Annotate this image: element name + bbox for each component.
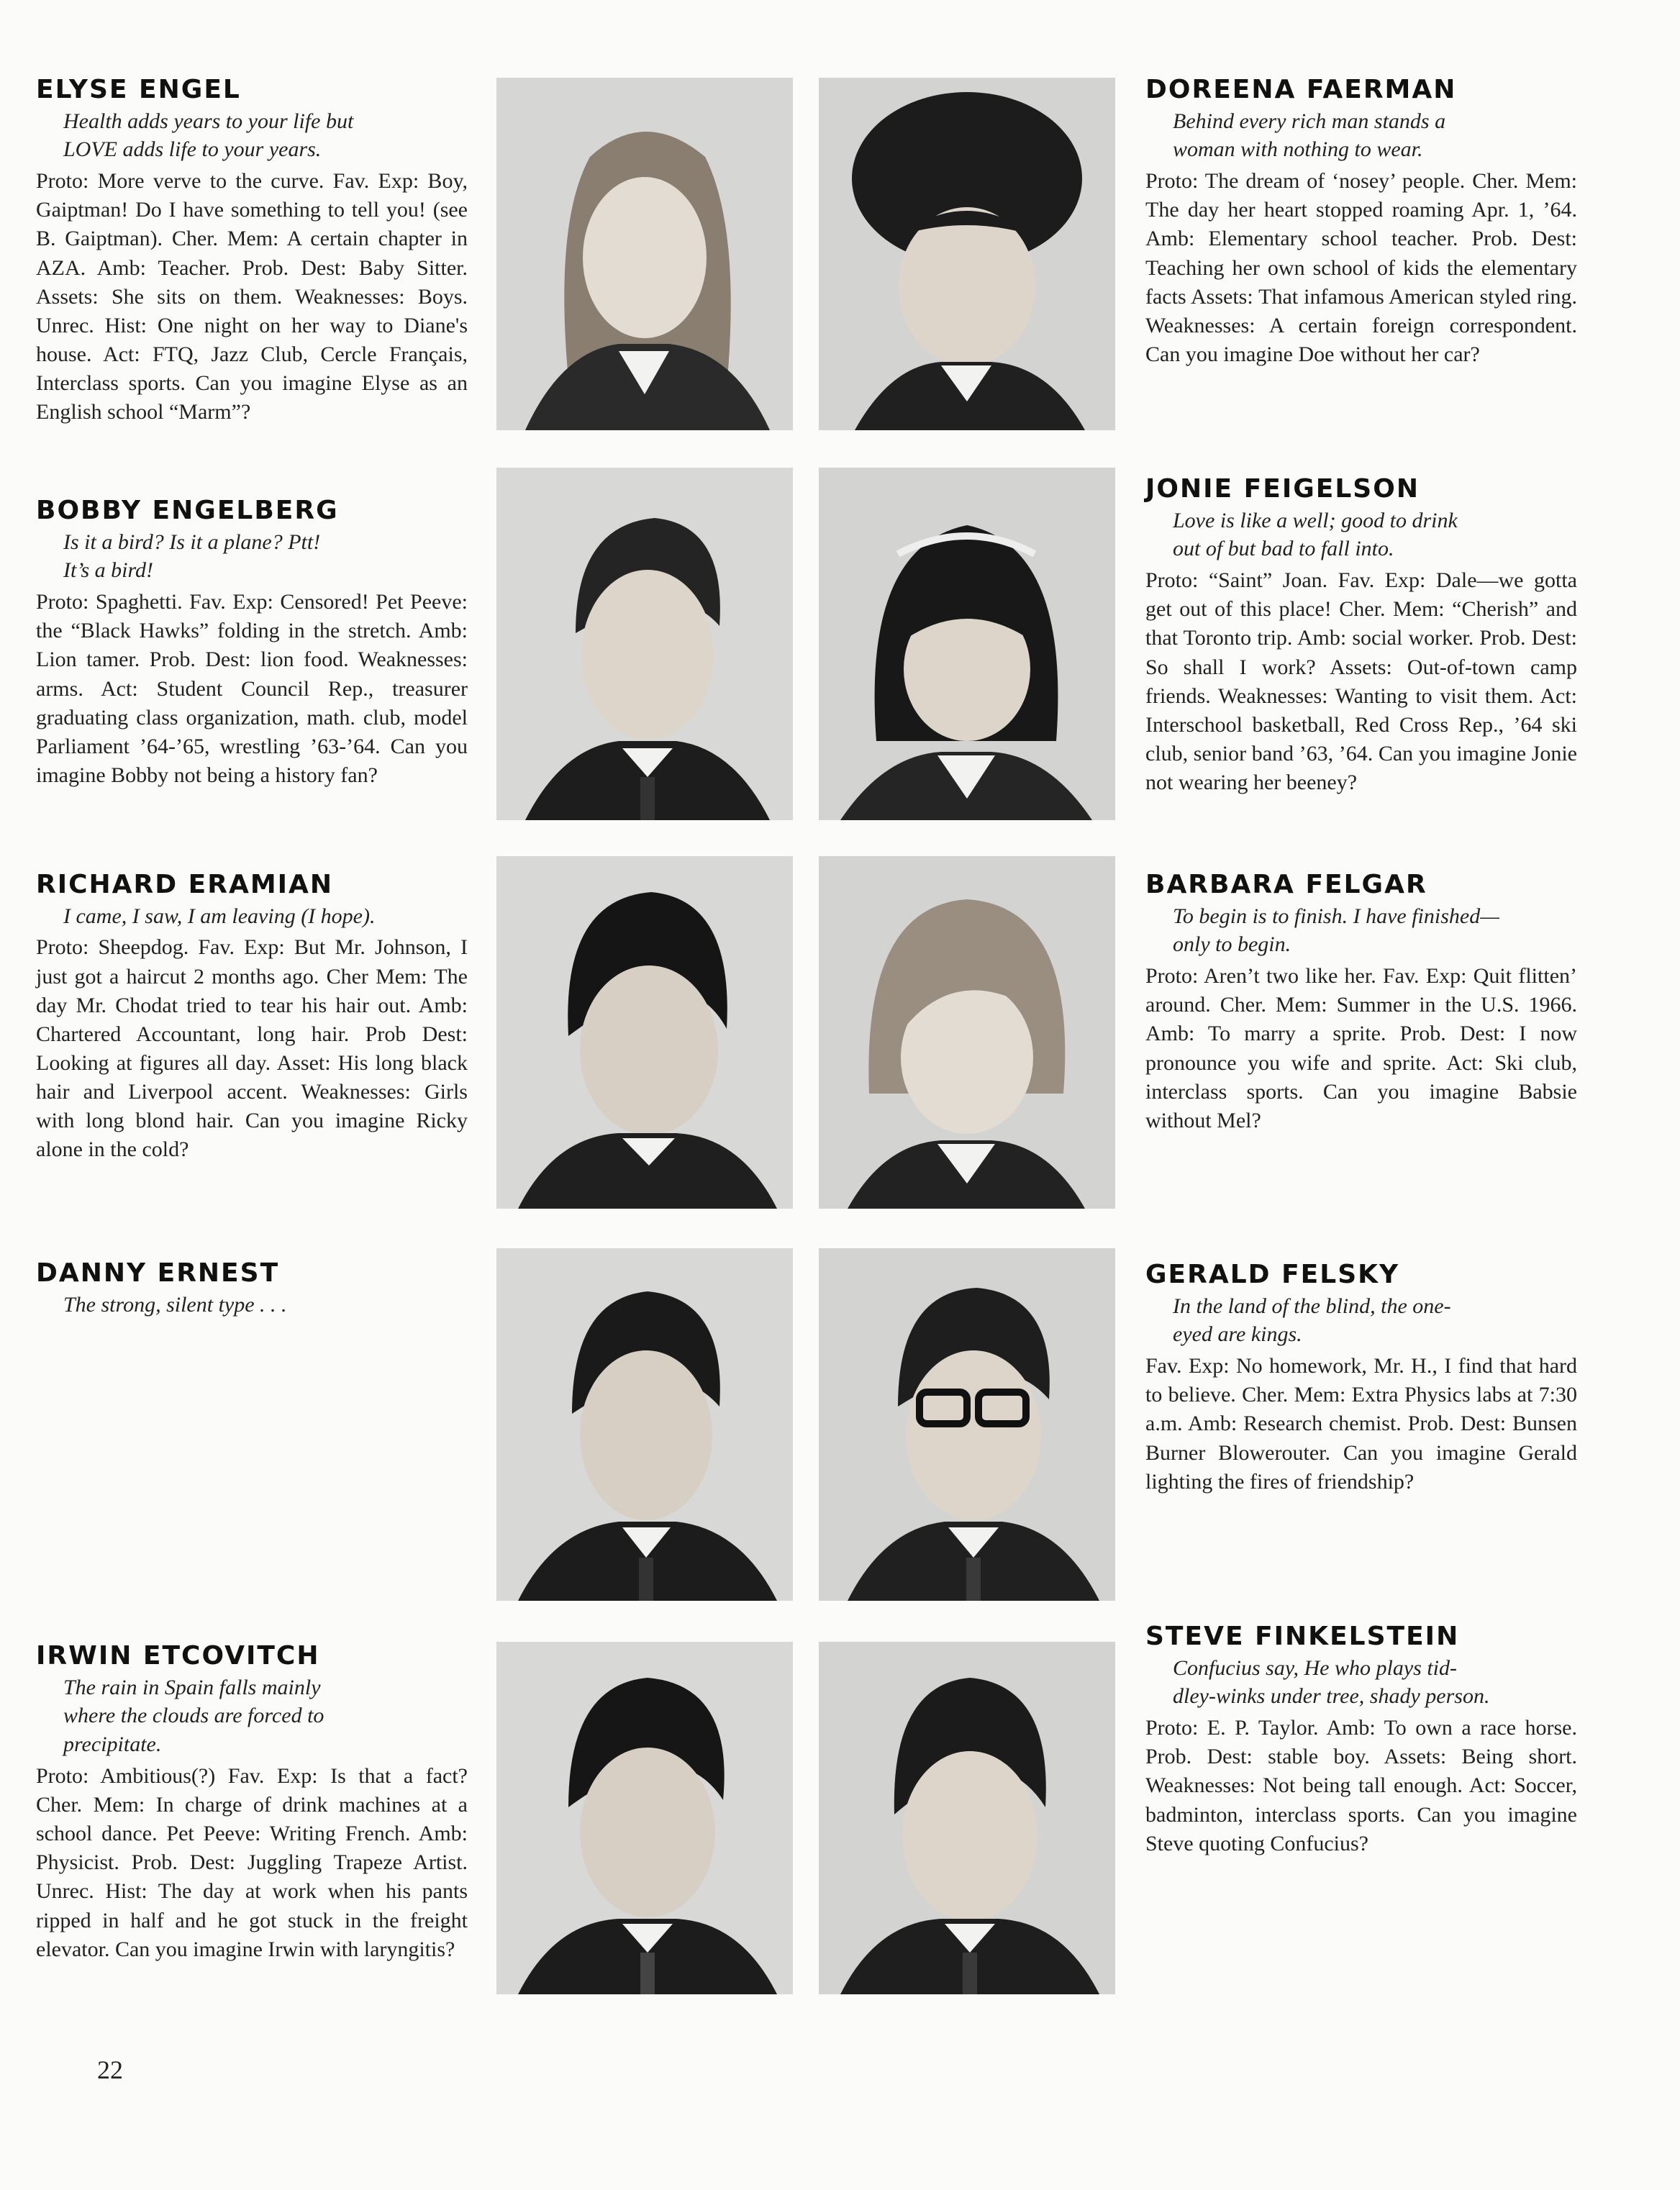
student-bio: Proto: The dream of ‘nosey’ people. Cher. Mem: The day her heart stopped roaming Apr. 1, ’64. Amb: Elementary school teacher. Prob. Dest: Teaching her own school of kids the elementary facts Assets: That infamous American styled ring. Weaknesses: A certain foreign correspondent. Can you imagine Doe without her car? (1145, 169, 1577, 366)
quote-line: dley-winks under tree, shady person. (1173, 1684, 1490, 1709)
student-name: BARBARA FELGAR (1145, 870, 1427, 899)
portrait-photo-doreena-faerman (819, 78, 1115, 430)
student-bio: Fav. Exp: No homework, Mr. H., I find that hard to believe. Cher. Mem: Extra Physics labs at 7:30 a.m. Amb: Research chemist. Prob. Dest: Bunsen Burner Blowerouter. Can you imagine Gerald lighting the fires of friendship? (1145, 1354, 1577, 1494)
entry-jonie-feigelson (1145, 475, 1577, 797)
student-name: DANNY ERNEST (36, 1258, 280, 1288)
quote-line: It’s a bird! (63, 558, 154, 583)
student-quote (36, 1291, 468, 1319)
quote-line: To begin is to finish. I have finished— (1173, 904, 1499, 928)
quote-line: woman with nothing to wear. (1173, 137, 1423, 162)
quote-line: I came, I saw, I am leaving (I hope). (63, 904, 376, 928)
student-bio: Proto: Sheepdog. Fav. Exp: But Mr. Johnson, I just got a haircut 2 months ago. Cher Mem: The day Mr. Chodat tried to tear his hair out. Amb: Chartered Accountant, long hair. Prob Dest: Looking at figures all day. Asset: His long black hair and Liverpool accent. Weaknesses: Girls with long blond hair. Can you imagine Ricky alone in the cold? (36, 935, 468, 1161)
portrait-photo-elyse-engel (496, 78, 793, 430)
entry-gerald-felsky (1145, 1260, 1577, 1496)
entry-elyse-engel (36, 76, 468, 427)
student-quote (1145, 1654, 1577, 1712)
quote-line: Love is like a well; good to drink (1173, 508, 1458, 532)
portrait-photo-steve-finkelstein (819, 1642, 1115, 1994)
student-quote (1145, 506, 1577, 564)
quote-line: Confucius say, He who plays tid- (1173, 1655, 1457, 1680)
portrait-photo-barbara-felgar (819, 856, 1115, 1209)
portrait-photo-bobby-engelberg (496, 468, 793, 820)
student-name: RICHARD ERAMIAN (36, 870, 334, 899)
student-quote (36, 1673, 468, 1760)
entry-richard-eramian (36, 871, 468, 1164)
quote-line: precipitate. (63, 1732, 162, 1757)
page-number: 22 (97, 2055, 123, 2084)
entry-bobby-engelberg (36, 496, 468, 790)
student-bio: Proto: More verve to the curve. Fav. Exp: Boy, Gaiptman! Do I have something to tell you! (see B. Gaiptman). Cher. Mem: A certain chapter in AZA. Amb: Teacher. Prob. Dest: Baby Sitter. Assets: She sits on them. Weaknesses: Boys. Unrec. Hist: One night on her way to Diane's house. Act: FTQ, Jazz Club, Cercle Français, Interclass sports. Can you imagine Elyse as an English school “Marm”? (36, 169, 468, 424)
portrait-photo-jonie-feigelson (819, 468, 1115, 820)
student-name: STEVE FINKELSTEIN (1145, 1622, 1460, 1651)
portrait-photo-irwin-etcovitch (496, 1642, 793, 1994)
student-quote (36, 528, 468, 586)
portrait-photo-richard-eramian (496, 856, 793, 1209)
quote-line: Is it a bird? Is it a plane? Ptt! (63, 530, 321, 554)
student-bio: Proto: Aren’t two like her. Fav. Exp: Quit flitten’ around. Cher. Mem: Summer in the U.S. 1966. Amb: To marry a sprite. Prob. Dest: I now pronounce you wife and sprite. Act: Ski club, interclass sports. Can you imagine Babsie without Mel? (1145, 964, 1577, 1132)
quote-line: The rain in Spain falls mainly (63, 1675, 321, 1699)
student-name: BOBBY ENGELBERG (36, 496, 339, 525)
student-name: JONIE FEIGELSON (1145, 474, 1420, 504)
quote-line: only to begin. (1173, 932, 1291, 957)
quote-line: where the clouds are forced to (63, 1704, 324, 1728)
student-name: IRWIN ETCOVITCH (36, 1641, 320, 1671)
quote-line: out of but bad to fall into. (1173, 537, 1394, 561)
student-bio: Proto: Spaghetti. Fav. Exp: Censored! Pet Peeve: the “Black Hawks” folding in the stretch. Amb: Lion tamer. Prob. Dest: lion food. Weaknesses: arms. Act: Student Council Rep., treasurer graduating class organization, math. club, model Parliament ’64-’65, wrestling ’63-’64. Can you imagine Bobby not being a history fan? (36, 590, 468, 787)
entry-barbara-felgar (1145, 871, 1577, 1135)
student-bio: Proto: Ambitious(?) Fav. Exp: Is that a fact? Cher. Mem: In charge of drink machines at a school dance. Pet Peeve: Writing French. Amb: Physicist. Prob. Dest: Juggling Trapeze Artist. Unrec. Hist: The day at work when his pants ripped in half and he got stuck in the freight elevator. Can you imagine Irwin with laryngitis? (36, 1764, 468, 1961)
quote-line: eyed are kings. (1173, 1322, 1302, 1347)
student-name: ELYSE ENGEL (36, 75, 241, 104)
student-quote (1145, 1292, 1577, 1350)
student-quote (36, 107, 468, 165)
student-bio: Proto: E. P. Taylor. Amb: To own a race horse. Prob. Dest: stable boy. Assets: Being short. Weaknesses: Not being tall enough. Act: Soccer, badminton, interclass sports. Can you imagine Steve quoting Confucius? (1145, 1716, 1577, 1855)
student-quote (36, 902, 468, 931)
student-quote (1145, 107, 1577, 165)
entry-doreena-faerman (1145, 76, 1577, 369)
student-quote (1145, 902, 1577, 960)
quote-line: LOVE adds life to your years. (63, 137, 322, 162)
student-name: GERALD FELSKY (1145, 1260, 1400, 1289)
portrait-photo-danny-ernest (496, 1248, 793, 1601)
student-name: DOREENA FAERMAN (1145, 75, 1457, 104)
entry-irwin-etcovitch (36, 1642, 468, 1964)
entry-steve-finkelstein (1145, 1622, 1577, 1858)
quote-line: In the land of the blind, the one- (1173, 1294, 1451, 1318)
entry-danny-ernest (36, 1259, 468, 1322)
quote-line: Behind every rich man stands a (1173, 109, 1446, 133)
quote-line: The strong, silent type . . . (63, 1292, 287, 1317)
portrait-photo-gerald-felsky (819, 1248, 1115, 1601)
student-bio: Proto: “Saint” Joan. Fav. Exp: Dale—we gotta get out of this place! Cher. Mem: “Cherish” and that Toronto trip. Amb: social worker. Prob. Dest: So shall I work? Assets: Out-of-town camp friends. Weaknesses: Wanting to visit them. Act: Interschool basketball, Red Cross Rep., ’64 ski club, senior band ’63, ’64. Can you imagine Jonie not wearing her beeney? (1145, 568, 1577, 794)
quote-line: Health adds years to your life but (63, 109, 354, 133)
